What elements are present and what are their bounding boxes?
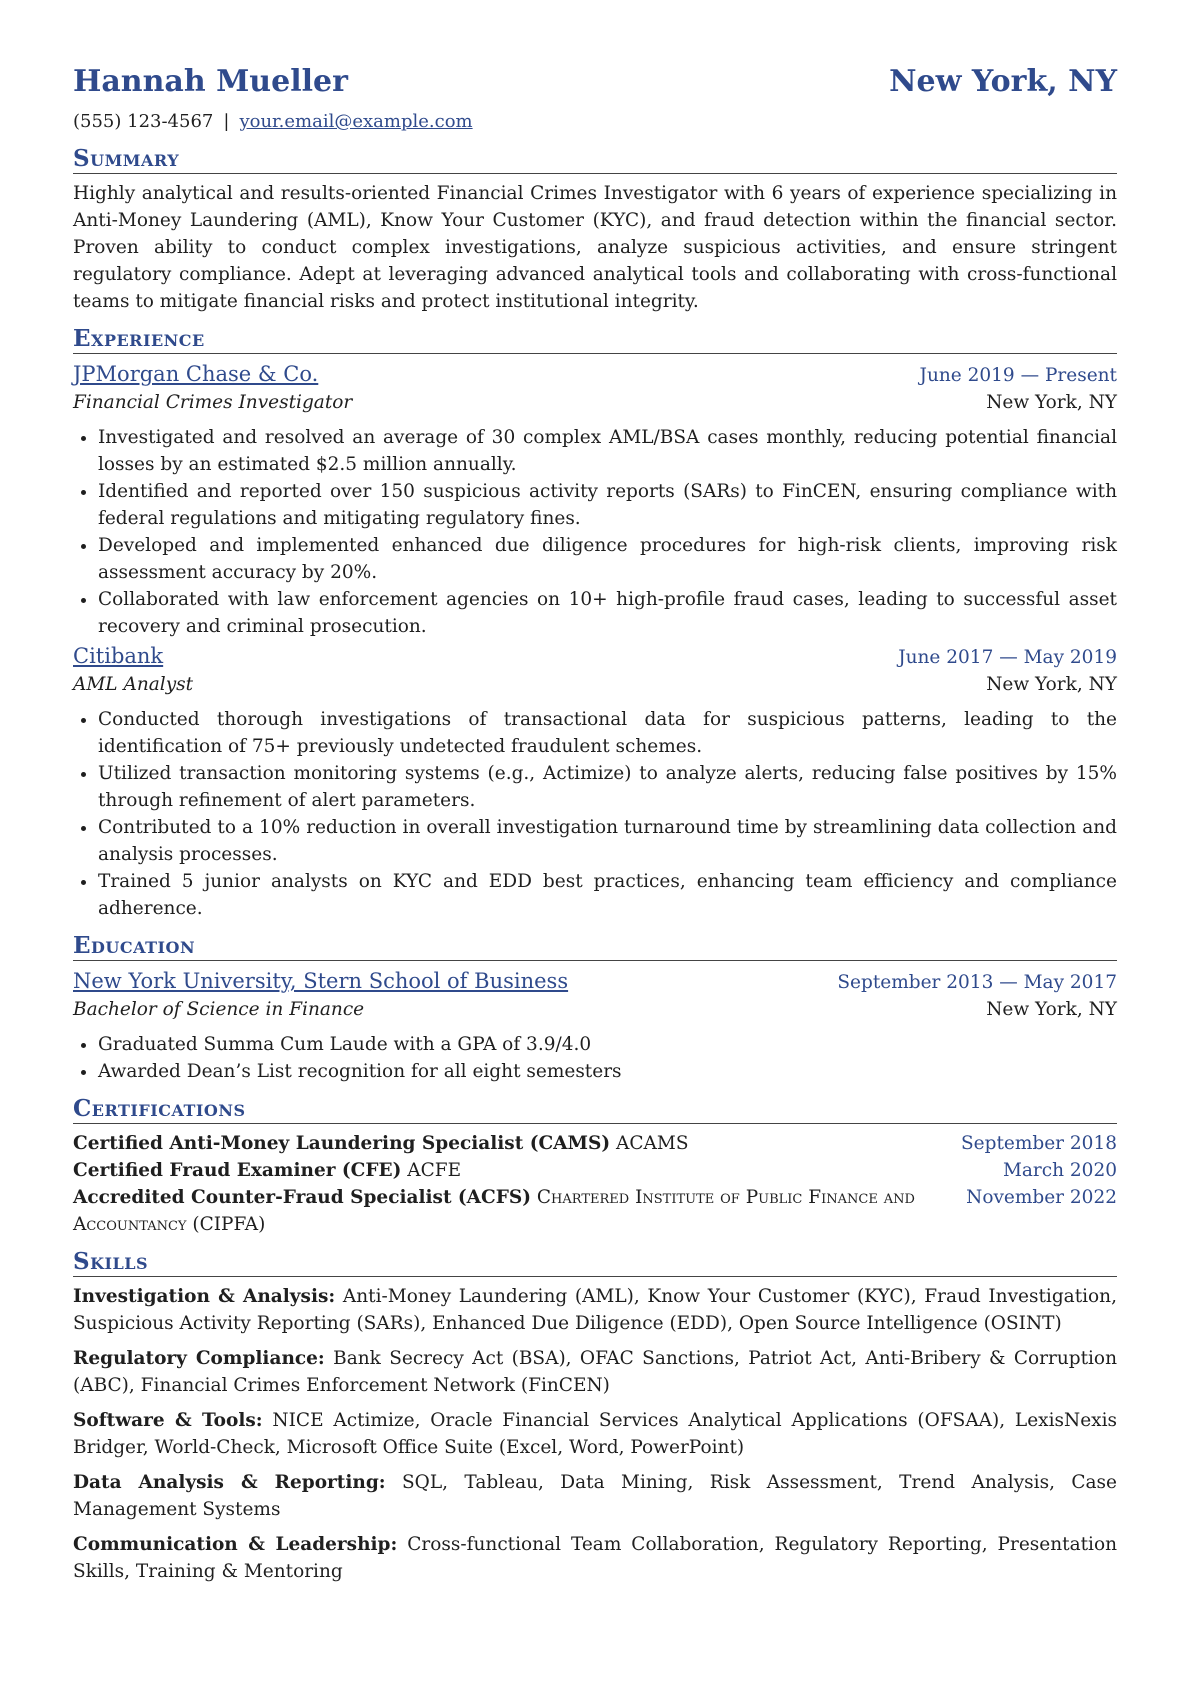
skill-category: Software & Tools: [73,1410,263,1431]
list-item: • Graduated Summa Cum Laude with a GPA of 3.9/4.0 [98,1031,1117,1058]
skill-category: Regulatory Compliance: [73,1348,325,1369]
section-title-summary: Summary [73,145,1117,174]
certification-row [73,1130,1117,1157]
skill-group [73,1407,1117,1461]
list-item: • Awarded Dean’s List recognition for all eight semesters [98,1058,1117,1085]
skill-category: Data Analysis & Reporting: [73,1472,386,1493]
list-item: • Contributed to a 10% reduction in overall investigation turnaround time by streamlining data collection and analysis processes. [98,814,1117,868]
employment-dates: June 2017 — May 2019 [898,647,1117,668]
certification-date: November 2022 [966,1187,1117,1208]
list-item: • Conducted thorough investigations of transactional data for suspicious patterns, leading to the identification of 75+ previously undetected fraudulent schemes. [98,706,1117,760]
job-location: New York, NY [986,392,1117,413]
list-item: • Utilized transaction monitoring systems (e.g., Actimize) to analyze alerts, reducing false positives by 15% through refinement of alert parameters. [98,760,1117,814]
job-location: New York, NY [986,674,1117,695]
education-entry [73,967,1117,1085]
list-item: • Developed and implemented enhanced due diligence procedures for high-risk clients, improving risk assessment accuracy by 20%. [98,532,1117,586]
bullet-list [73,1031,1117,1085]
certification-name: Certified Fraud Examiner (CFE) [73,1160,402,1181]
degree: Bachelor of Science in Finance [73,999,365,1020]
certification-name: Certified Anti-Money Laundering Specialist (CAMS) [73,1133,611,1154]
section-title-education: Education [73,932,1117,961]
candidate-location: New York, NY [889,64,1117,99]
skill-list: SQL, Tableau, Data Mining, Risk Assessment, Trend Analysis, Case Management Systems [73,1472,1117,1520]
skill-list: Cross-functional Team Collaboration, Regulatory Reporting, Presentation Skills, Training & Mentoring [73,1534,1117,1582]
phone: (555) 123-4567 [73,111,214,132]
contact-separator: | [223,111,230,132]
job-title: Financial Crimes Investigator [73,392,353,413]
experience-entry [73,642,1117,922]
skill-group [73,1531,1117,1585]
list-item: • Identified and reported over 150 suspicious activity reports (SARs) to FinCEN, ensuring compliance with federal regulations and mitigating regulatory fines. [98,478,1117,532]
summary-text: Highly analytical and results-oriented Financial Crimes Investigator with 6 years of experience specializing in Anti-Money Laundering (AML), Know Your Customer (KYC), and fraud detection within the financial sector. Proven ability to conduct complex investigations, analyze suspicious activities, and ensure stringent regulatory compliance. Adept at leveraging advanced analytical tools and collaborating with cross-functional teams to mitigate financial risks and protect institutional integrity. [73,183,1117,312]
skill-category: Communication & Leadership: [73,1534,398,1555]
certification-date: September 2018 [961,1133,1117,1154]
skill-list: NICE Actimize, Oracle Financial Services Analytical Applications (OFSAA), LexisNexis Bridger, World-Check, Microsoft Office Suite (Excel, Word, PowerPoint) [73,1410,1117,1458]
job-title: AML Analyst [73,674,194,695]
employer-name[interactable]: JPMorgan Chase & Co. [73,362,319,386]
section-title-experience: Experience [73,325,1117,354]
skill-group [73,1283,1117,1337]
certification-issuer: ACFE [407,1160,462,1181]
email-link[interactable]: your.email@example.com [239,111,473,132]
certification-name: Accredited Counter-Fraud Specialist (ACFS) [73,1187,532,1208]
header [73,58,1117,106]
skill-category: Investigation & Analysis: [73,1286,336,1307]
certification-date: March 2020 [1002,1160,1117,1181]
certification-row [73,1157,1117,1184]
employment-dates: June 2019 — Present [919,365,1117,386]
skill-list: Bank Secrecy Act (BSA), OFAC Sanctions, Patriot Act, Anti-Bribery & Corruption (ABC), Financial Crimes Enforcement Network (FinCEN) [73,1348,1117,1396]
employer-name[interactable]: Citibank [73,644,164,668]
certification-row [73,1184,1117,1238]
education-dates: September 2013 — May 2017 [837,972,1117,993]
section-title-skills: Skills [73,1248,1117,1277]
skill-list: Anti-Money Laundering (AML), Know Your Customer (KYC), Fraud Investigation, Suspicious Activity Reporting (SARs), Enhanced Due Diligence (EDD), Open Source Intelligence (OSINT) [73,1286,1117,1334]
bullet-list [73,424,1117,640]
school-location: New York, NY [986,999,1117,1020]
candidate-name: Hannah Mueller [73,64,348,99]
school-name[interactable]: New York University, Stern School of Business [73,969,569,993]
bullet-list [73,706,1117,922]
skill-group [73,1469,1117,1523]
contact-line [73,108,1117,135]
certification-issuer: Chartered Institute of Public Finance and Accountancy (CIPFA) [73,1187,915,1235]
section-title-certifications: Certifications [73,1095,1117,1124]
certification-issuer: ACAMS [616,1133,689,1154]
list-item: • Investigated and resolved an average of 30 complex AML/BSA cases monthly, reducing potential financial losses by an estimated $2.5 million annually. [98,424,1117,478]
experience-entry [73,360,1117,640]
list-item: • Collaborated with law enforcement agencies on 10+ high-profile fraud cases, leading to successful asset recovery and criminal prosecution. [98,586,1117,640]
skill-group [73,1345,1117,1399]
list-item: • Trained 5 junior analysts on KYC and EDD best practices, enhancing team efficiency and compliance adherence. [98,868,1117,922]
